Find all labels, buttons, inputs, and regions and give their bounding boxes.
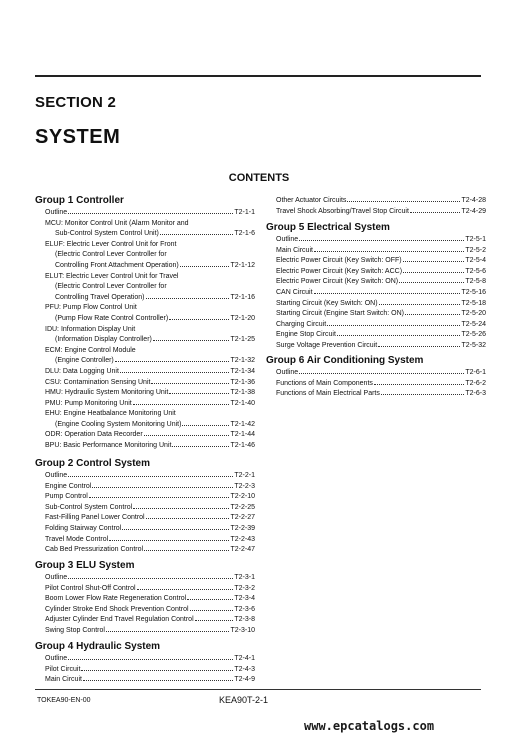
- toc-entry-page: T2-4-29: [461, 207, 486, 215]
- dot-leader: [144, 435, 230, 436]
- toc-entry-title: Functions of Main Electrical Parts: [276, 390, 380, 398]
- toc-entry-title: Starting Circuit (Key Switch: ON): [276, 299, 378, 307]
- toc-entry-page: T2-2-43: [230, 535, 255, 543]
- toc-entry-page: T2-1-38: [230, 389, 255, 397]
- toc-entry-title: Electric Power Circuit (Key Switch: ON): [276, 278, 399, 286]
- dot-leader: [89, 497, 230, 498]
- toc-entry-page: T2-5-32: [461, 341, 486, 349]
- toc-entry: [35, 513, 255, 524]
- dot-leader: [169, 393, 229, 394]
- toc-entry-title: Pump Control: [45, 493, 88, 501]
- dot-leader: [299, 240, 464, 241]
- dot-leader: [106, 631, 230, 632]
- dot-leader: [195, 620, 234, 621]
- dot-leader: [92, 487, 233, 488]
- toc-entry-title: DLU: Data Logging Unit: [45, 367, 119, 375]
- toc-entry-page: T2-2-47: [230, 546, 255, 554]
- dot-leader: [314, 293, 461, 294]
- toc-entry-title: Travel Shock Absorbing/Travel Stop Circuit: [276, 207, 409, 215]
- toc-entry-title: EHU: Engine Heatbalance Monitoring Unit: [45, 410, 176, 418]
- toc-group-title: Group 5 Electrical System: [266, 222, 390, 233]
- toc-carryover: [266, 196, 486, 217]
- toc-group: [35, 458, 255, 556]
- toc-entry: [35, 314, 255, 325]
- toc-entry: [266, 379, 486, 390]
- toc-entry: [266, 330, 486, 341]
- dot-leader: [109, 540, 229, 541]
- toc-entry-page: T2-5-8: [465, 278, 486, 286]
- dot-leader: [182, 425, 229, 426]
- toc-entry-page: T2-4-28: [461, 197, 486, 204]
- toc-entry: [266, 235, 486, 246]
- top-rule: [35, 75, 481, 77]
- toc-entry-title: CSU: Contamination Sensing Unit: [45, 378, 151, 386]
- toc-entry: [266, 267, 486, 278]
- toc-entry-page: T2-3-2: [234, 584, 255, 592]
- dot-leader: [137, 589, 234, 590]
- toc-entry-page: T2-1-20: [230, 314, 255, 322]
- page-code: KEA90T-2-1: [219, 695, 269, 705]
- toc-entry: [35, 524, 255, 535]
- toc-entry: [35, 303, 255, 314]
- toc-entry-title: (Pump Flow Rate Control Controller): [55, 314, 169, 322]
- toc-entry-title: HMU: Hydraulic System Monitoring Unit: [45, 389, 169, 397]
- toc-entry-page: T2-3-6: [234, 605, 255, 613]
- toc-entry-page: T2-1-36: [230, 378, 255, 386]
- toc-entry-title: PFU: Pump Flow Control Unit: [45, 304, 137, 312]
- toc-entry: [266, 246, 486, 257]
- toc-entry-page: T2-2-39: [230, 524, 255, 532]
- toc-entry: [266, 309, 486, 320]
- toc-entry-page: T2-2-3: [234, 482, 255, 490]
- dot-leader: [68, 659, 233, 660]
- toc-entry: [35, 535, 255, 546]
- toc-entry-page: T2-2-1: [234, 472, 255, 479]
- toc-entry: [266, 320, 486, 331]
- toc-entry-page: T2-5-18: [461, 299, 486, 307]
- toc-entry-title: ODR: Operation Data Recorder: [45, 431, 143, 439]
- toc-entry: [266, 288, 486, 299]
- toc-entry: [35, 594, 255, 605]
- toc-entry-page: T2-5-6: [465, 267, 486, 275]
- toc-entry: [266, 341, 486, 352]
- toc-entry-title: Swing Stop Control: [45, 626, 105, 634]
- toc-entry: [266, 196, 486, 207]
- toc-entry-title: Main Circuit: [276, 246, 313, 254]
- toc-entry-title: Surge Voltage Prevention Circuit: [276, 341, 378, 349]
- toc-entry: [35, 409, 255, 420]
- toc-entry-page: T2-5-20: [461, 310, 486, 318]
- toc-entry: [35, 503, 255, 514]
- toc-entry-title: MCU: Monitor Control Unit (Alarm Monitor and: [45, 219, 189, 227]
- toc-entry-page: T2-3-1: [234, 574, 255, 581]
- dot-leader: [187, 599, 233, 600]
- toc-entry-title: Folding Stairway Control: [45, 524, 122, 532]
- toc-entry-page: T2-1-42: [230, 420, 255, 428]
- toc-entry-title: Outline: [45, 655, 68, 662]
- toc-entry-title: ELUT: Electric Lever Control Unit for Travel: [45, 272, 179, 280]
- dot-leader: [403, 261, 465, 262]
- toc-entry-title: Electric Power Circuit (Key Switch: ACC): [276, 267, 403, 275]
- toc-entry-page: T2-1-12: [230, 261, 255, 269]
- toc-entry-title: Functions of Main Components: [276, 379, 373, 387]
- dot-leader: [151, 383, 229, 384]
- toc-group-title: Group 6 Air Conditioning System: [266, 355, 424, 366]
- toc-entry-title: CAN Circuit: [276, 288, 313, 296]
- dot-leader: [299, 373, 464, 374]
- dot-leader: [410, 212, 461, 213]
- toc-entry: [35, 378, 255, 389]
- toc-entry: [35, 325, 255, 336]
- dot-leader: [133, 508, 229, 509]
- toc-entry-title: Outline: [45, 472, 68, 479]
- watermark: www.epcatalogs.com: [304, 719, 435, 733]
- toc-entry-title: Sub-Control System Control: [45, 503, 133, 511]
- toc-entry-page: T2-2-10: [230, 493, 255, 501]
- toc-entry-page: T2-1-46: [230, 442, 255, 450]
- toc-entry: [35, 388, 255, 399]
- toc-entry: [35, 471, 255, 482]
- toc-entry-page: T2-4-1: [234, 655, 255, 662]
- toc-entry: [35, 615, 255, 626]
- dot-leader: [169, 319, 229, 320]
- toc-entry-page: T2-2-27: [230, 514, 255, 522]
- toc-entry-title: Starting Circuit (Engine Start Switch: ON): [276, 310, 404, 318]
- toc-entry: [35, 346, 255, 357]
- toc-entry: [35, 654, 255, 665]
- contents-heading: CONTENTS: [228, 172, 290, 184]
- dot-leader: [337, 335, 461, 336]
- toc-entry-title: Other Actuator Circuits: [276, 197, 347, 204]
- dot-leader: [314, 251, 464, 252]
- toc-entry-title: Cylinder Stroke End Shock Prevention Control: [45, 605, 189, 613]
- toc-group-title: Group 3 ELU System: [35, 560, 135, 571]
- toc-entry-page: T2-1-25: [230, 336, 255, 344]
- toc-entry-title: Travel Mode Control: [45, 535, 109, 543]
- dot-leader: [403, 272, 464, 273]
- toc-entry-page: T2-1-32: [230, 357, 255, 365]
- toc-entry-page: T2-5-1: [465, 236, 486, 243]
- toc-entry-title: (Engine Controller): [55, 357, 114, 365]
- toc-entry-title: ELUF: Electric Lever Control Unit for Front: [45, 240, 177, 248]
- toc-entry: [35, 420, 255, 431]
- doc-code: TOKEA90-EN-00: [37, 697, 91, 704]
- toc-entry-title: PMU: Pump Monitoring Unit: [45, 399, 132, 407]
- dot-leader: [122, 529, 229, 530]
- toc-entry-title: Electric Power Circuit (Key Switch: OFF): [276, 257, 402, 265]
- toc-entry: [35, 626, 255, 637]
- dot-leader: [347, 201, 460, 202]
- toc-entry-title: (Engine Cooling System Monitoring Unit): [55, 420, 182, 428]
- toc-entry-page: T2-5-16: [461, 288, 486, 296]
- toc-entry-title: Outline: [276, 369, 299, 376]
- toc-entry: [35, 367, 255, 378]
- dot-leader: [405, 314, 460, 315]
- toc-entry-page: T2-1-16: [230, 293, 255, 301]
- toc-entry-page: T2-5-26: [461, 331, 486, 339]
- toc-entry-title: Engine Stop Circuit: [276, 331, 336, 339]
- dot-leader: [378, 346, 460, 347]
- toc-entry-page: T2-4-9: [234, 676, 255, 684]
- toc-entry-title: Controlling Front Attachment Operation): [55, 261, 179, 269]
- toc-entry-title: (Information Display Controller): [55, 336, 152, 344]
- toc-entry-title: IDU: Information Display Unit: [45, 325, 136, 333]
- toc-entry-title: Cab Bed Pressurization Control: [45, 546, 144, 554]
- toc-entry: [266, 207, 486, 218]
- toc-entry-page: T2-5-24: [461, 320, 486, 328]
- toc-entry: [266, 368, 486, 379]
- toc-group: [266, 222, 486, 352]
- dot-leader: [160, 234, 234, 235]
- section-label: SECTION 2: [35, 94, 116, 111]
- dot-leader: [379, 304, 461, 305]
- toc-entry-page: T2-3-4: [234, 595, 255, 603]
- dot-leader: [68, 213, 233, 214]
- toc-entry: [35, 261, 255, 272]
- toc-entry-title: (Electric Control Lever Controller for: [55, 283, 167, 291]
- toc-entry: [35, 219, 255, 230]
- toc-entry: [266, 299, 486, 310]
- toc-entry-title: BPU: Basic Performance Monitoring Unit: [45, 442, 172, 450]
- toc-entry: [35, 293, 255, 304]
- dot-leader: [146, 518, 230, 519]
- toc-entry-page: T2-6-2: [465, 379, 486, 387]
- dot-leader: [399, 282, 464, 283]
- toc-entry-title: Outline: [276, 236, 299, 243]
- dot-leader: [327, 325, 460, 326]
- toc-entry: [35, 399, 255, 410]
- toc-group-title: Group 1 Controller: [35, 195, 124, 206]
- toc-entry-title: Controlling Travel Operation): [55, 293, 145, 301]
- dot-leader: [68, 476, 233, 477]
- toc-entry: [35, 482, 255, 493]
- toc-entry: [35, 250, 255, 261]
- dot-leader: [115, 361, 230, 362]
- toc-entry-page: T2-4-3: [234, 665, 255, 673]
- toc-entry-title: Engine Control: [45, 482, 92, 490]
- bottom-rule: [35, 689, 481, 690]
- toc-group-title: Group 4 Hydraulic System: [35, 641, 161, 652]
- toc-entry-title: (Electric Control Lever Controller for: [55, 251, 167, 259]
- dot-leader: [83, 680, 233, 681]
- toc-entry: [266, 256, 486, 267]
- toc-entry: [35, 282, 255, 293]
- dot-leader: [381, 394, 465, 395]
- toc-entry: [35, 356, 255, 367]
- toc-entry-title: Charging Circuit: [276, 320, 327, 328]
- dot-leader: [180, 266, 230, 267]
- toc-entry-page: T2-1-34: [230, 367, 255, 375]
- toc-entry-page: T2-1-44: [230, 431, 255, 439]
- toc-entry-title: Boom Lower Flow Rate Regeneration Control: [45, 595, 187, 603]
- toc-entry-title: Main Circuit: [45, 676, 82, 684]
- toc-entry-title: Outline: [45, 209, 68, 216]
- toc-entry-page: T2-6-3: [465, 390, 486, 398]
- toc-entry-page: T2-5-2: [465, 246, 486, 254]
- toc-entry-page: T2-3-8: [234, 616, 255, 624]
- toc-entry-page: T2-5-4: [465, 257, 486, 265]
- toc-entry: [35, 605, 255, 616]
- toc-entry: [35, 665, 255, 676]
- toc-entry-page: T2-6-1: [465, 369, 486, 376]
- toc-entry-page: T2-2-25: [230, 503, 255, 511]
- toc-entry-title: Adjuster Cylinder End Travel Regulation Control: [45, 616, 194, 624]
- toc-entry-title: Pilot Control Shut-Off Control: [45, 584, 136, 592]
- toc-entry: [35, 675, 255, 686]
- dot-leader: [146, 298, 230, 299]
- dot-leader: [144, 550, 229, 551]
- section-title: SYSTEM: [35, 126, 121, 148]
- toc-entry: [35, 573, 255, 584]
- toc-entry-page: T2-3-10: [230, 626, 255, 634]
- toc-entry: [35, 441, 255, 452]
- toc-entry: [35, 584, 255, 595]
- dot-leader: [81, 670, 233, 671]
- dot-leader: [374, 384, 464, 385]
- toc-group: [35, 641, 255, 686]
- toc-entry: [266, 389, 486, 400]
- toc-entry-page: T2-1-1: [234, 209, 255, 216]
- toc-entry: [35, 492, 255, 503]
- dot-leader: [172, 446, 229, 447]
- dot-leader: [133, 404, 230, 405]
- toc-entry-title: Sub-Control System Control Unit): [55, 230, 159, 238]
- dot-leader: [190, 610, 234, 611]
- toc-entry: [35, 545, 255, 556]
- dot-leader: [68, 578, 233, 579]
- toc-entry: [35, 208, 255, 219]
- toc-entry: [266, 277, 486, 288]
- toc-group: [35, 195, 255, 452]
- toc-entry: [35, 430, 255, 441]
- toc-group-title: Group 2 Control System: [35, 458, 151, 469]
- toc-entry-title: Pilot Circuit: [45, 665, 81, 673]
- toc-entry: [35, 335, 255, 346]
- toc-entry-title: ECM: Engine Control Module: [45, 346, 136, 354]
- toc-group: [266, 355, 486, 400]
- toc-entry: [35, 272, 255, 283]
- dot-leader: [153, 340, 230, 341]
- toc-entry: [35, 240, 255, 251]
- toc-entry-page: T2-1-6: [234, 230, 255, 238]
- toc-group: [35, 560, 255, 637]
- toc-entry-page: T2-1-40: [230, 399, 255, 407]
- toc-entry: [35, 229, 255, 240]
- toc-entry-title: Fast-Filling Panel Lower Control: [45, 514, 145, 522]
- dot-leader: [120, 372, 230, 373]
- toc-entry-title: Outline: [45, 574, 68, 581]
